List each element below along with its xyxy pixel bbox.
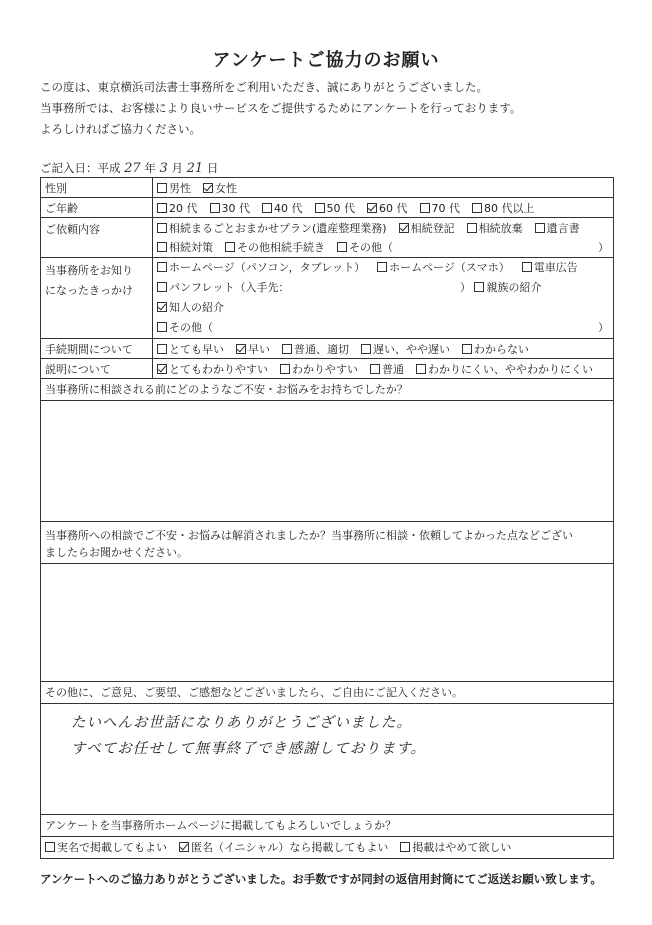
label-source-line1: 当事務所をお知り	[45, 264, 133, 277]
checkbox-icon	[467, 223, 477, 233]
question-2	[41, 522, 614, 564]
checkbox-icon	[337, 242, 347, 252]
checkbox-label: ホームページ（パソコン，タブレット）	[169, 261, 366, 274]
row-q1	[41, 379, 614, 401]
checkbox-label: とてもわかりやすい	[169, 362, 268, 376]
checkbox-icon	[282, 344, 292, 354]
checkbox-option[interactable]	[157, 261, 365, 274]
checkbox-icon	[361, 344, 371, 354]
checkbox-label: 男性	[169, 181, 191, 195]
intro-text	[40, 77, 521, 140]
checkbox-option[interactable]	[179, 841, 388, 854]
label-explain: 説明について	[41, 359, 153, 379]
checkbox-icon	[462, 344, 472, 354]
checkbox-label: とても早い	[169, 342, 224, 356]
checkbox-option[interactable]	[377, 261, 510, 274]
checkbox-label: その他相続手続き	[237, 240, 325, 254]
checkbox-option[interactable]	[467, 222, 523, 235]
entry-date	[40, 160, 218, 176]
survey-table	[40, 177, 614, 859]
row-age	[41, 198, 614, 218]
date-year[interactable]: 27	[124, 161, 141, 176]
footer-note: アンケートへのご協力ありがとうございました。お手数ですが同封の返信用封筒にてご返送お願い致します。	[40, 872, 602, 886]
request-line2	[157, 238, 609, 257]
source-other-label: その他（	[169, 321, 213, 334]
checkbox-pamphlet[interactable]	[157, 281, 289, 294]
intro-line: よろしければご協力ください。	[40, 122, 201, 136]
checkbox-label: 親族の紹介	[486, 281, 542, 294]
row-source	[41, 258, 614, 339]
checkbox-option[interactable]	[282, 343, 349, 356]
checked-box-icon	[236, 344, 246, 354]
row-q3	[41, 682, 614, 704]
checkbox-icon	[280, 364, 290, 374]
answer-1[interactable]	[41, 401, 614, 522]
checkbox-icon	[474, 282, 484, 292]
checkbox-icon	[472, 203, 482, 213]
checkbox-icon	[377, 262, 387, 272]
checkbox-label: 相続登記	[410, 221, 455, 235]
date-month-unit: 月	[171, 161, 183, 175]
checkbox-label: わかりにくい、ややわかりにくい	[428, 362, 593, 376]
date-label: ご記入日：平成	[40, 161, 121, 175]
row-publish-question	[41, 815, 614, 837]
checked-box-icon	[203, 183, 213, 193]
checkbox-option[interactable]	[462, 343, 529, 356]
checkbox-icon	[420, 203, 430, 213]
label-source-line2: になったきっかけ	[45, 284, 133, 297]
source-other-close-paren: ）	[598, 321, 609, 334]
options-explain	[153, 359, 614, 379]
checkbox-label: わかりやすい	[292, 362, 358, 376]
checkbox-icon	[157, 322, 167, 332]
checked-box-icon	[157, 302, 167, 312]
date-month[interactable]: 3	[159, 161, 168, 176]
checkbox-option[interactable]	[157, 363, 268, 376]
checkbox-icon	[400, 842, 410, 852]
row-q1-answer	[41, 401, 614, 522]
checkbox-icon	[157, 223, 167, 233]
options-request	[153, 218, 614, 258]
checkbox-option[interactable]	[157, 182, 191, 195]
checkbox-option[interactable]	[420, 202, 461, 215]
checkbox-label: 70 代	[431, 201, 460, 215]
options-source	[153, 258, 614, 339]
publish-question: アンケートを当事務所ホームページに掲載してもよろしいでしょうか？	[41, 815, 614, 837]
options-age	[153, 198, 614, 218]
checkbox-option[interactable]	[225, 241, 325, 254]
question-2-line1: 当事務所への相談でご不安・お悩みは解消されましたか？当事務所に相談・依頼してよかった点などござい	[45, 529, 573, 542]
checkbox-label: 普通	[382, 362, 404, 376]
checkbox-label: 60 代	[379, 201, 408, 215]
checkbox-option[interactable]	[370, 363, 404, 376]
checkbox-option[interactable]	[262, 202, 303, 215]
checkbox-label: 女性	[215, 181, 237, 195]
checkbox-label: 遺言書	[546, 221, 580, 235]
intro-line: この度は、東京横浜司法書士事務所をご利用いただき、誠にありがとうございました。	[40, 80, 489, 94]
checkbox-option[interactable]	[399, 222, 455, 235]
checkbox-icon	[416, 364, 426, 374]
answer-3[interactable]	[41, 704, 614, 815]
checkbox-label: ホームページ（スマホ）	[389, 261, 510, 274]
options-duration	[153, 339, 614, 359]
checkbox-label: 遅い、やや遅い	[373, 342, 450, 356]
checkbox-label: わからない	[474, 342, 529, 356]
row-explain	[41, 359, 614, 379]
intro-line: 当事務所では、お客様により良いサービスをご提供するためにアンケートを行っております。	[40, 101, 522, 115]
checkbox-option[interactable]	[315, 202, 356, 215]
checkbox-label: 知人の紹介	[169, 301, 224, 314]
checkbox-label: 20 代	[169, 201, 198, 215]
checkbox-icon	[210, 203, 220, 213]
checkbox-option[interactable]	[522, 261, 578, 274]
date-day[interactable]: 21	[186, 161, 204, 176]
pamphlet-close-paren: ）	[459, 281, 471, 294]
request-line2-options	[157, 241, 405, 254]
checkbox-source-other[interactable]	[157, 321, 213, 334]
row-q2	[41, 522, 614, 564]
row-publish-options	[41, 837, 614, 859]
label-gender: 性別	[41, 178, 153, 198]
checkbox-option[interactable]	[157, 343, 224, 356]
checked-box-icon	[179, 842, 189, 852]
handwritten-answer-line1: たいへんお世話になりありがとうございました。	[71, 715, 412, 731]
label-duration: 手続期間について	[41, 339, 153, 359]
checkbox-option[interactable]	[400, 841, 511, 854]
checkbox-option[interactable]	[472, 202, 535, 215]
label-request: ご依頼内容	[41, 218, 153, 258]
label-source	[41, 258, 153, 339]
request-close-paren: ）	[598, 240, 609, 254]
checkbox-icon	[225, 242, 235, 252]
checkbox-option[interactable]	[236, 343, 270, 356]
question-3: その他に、ご意見、ご要望、ご感想などございましたら、ご自由にご記入ください。	[41, 682, 614, 704]
checkbox-label: その他（	[349, 240, 393, 254]
checkbox-label: 80 代以上	[484, 201, 535, 215]
checkbox-icon	[262, 203, 272, 213]
checkbox-label: 相続放棄	[478, 221, 523, 235]
checkbox-icon	[157, 282, 167, 292]
row-q2-answer	[41, 564, 614, 682]
checkbox-icon	[157, 262, 167, 272]
checkbox-icon	[157, 344, 167, 354]
checkbox-label: 早い	[248, 342, 270, 356]
checked-box-icon	[157, 364, 167, 374]
checkbox-icon	[370, 364, 380, 374]
form-title: アンケートご協力のお願い	[212, 50, 440, 71]
checked-box-icon	[367, 203, 377, 213]
checkbox-icon	[535, 223, 545, 233]
checkbox-option[interactable]	[210, 202, 251, 215]
checkbox-icon	[522, 262, 532, 272]
checkbox-label: 掲載はやめて欲しい	[412, 841, 512, 854]
checkbox-label: 匿名（イニシャル）なら掲載してもよい	[191, 841, 389, 854]
checkbox-option[interactable]	[337, 241, 393, 254]
checkbox-label: 50 代	[326, 201, 355, 215]
checkbox-label: 実名で掲載してもよい	[57, 841, 167, 854]
answer-2[interactable]	[41, 564, 614, 682]
source-line1	[157, 258, 609, 278]
handwritten-answer-line2: すべてお任せして無事終了でき感謝しております。	[71, 741, 427, 757]
checkbox-option[interactable]	[203, 182, 237, 195]
date-year-unit: 年	[144, 161, 156, 175]
checkbox-option[interactable]	[474, 281, 541, 294]
checked-box-icon	[399, 223, 409, 233]
checkbox-label: 相続まるごとおまかせプラン(遺産整理業務)	[169, 221, 387, 235]
checkbox-icon	[157, 203, 167, 213]
source-line3	[157, 318, 609, 338]
publish-options	[41, 837, 614, 859]
row-request	[41, 218, 614, 258]
checkbox-label: 30 代	[221, 201, 250, 215]
checkbox-option[interactable]	[280, 363, 358, 376]
question-2-line2: ましたらお聞かせください。	[45, 546, 188, 559]
checkbox-label: 40 代	[274, 201, 303, 215]
checkbox-label: 相続対策	[169, 240, 213, 254]
checkbox-option[interactable]	[157, 202, 198, 215]
checkbox-option[interactable]	[367, 202, 408, 215]
source-line2	[157, 278, 609, 318]
row-duration	[41, 339, 614, 359]
checkbox-option[interactable]	[157, 222, 387, 235]
checkbox-icon	[315, 203, 325, 213]
checkbox-option[interactable]	[361, 343, 450, 356]
checkbox-option[interactable]	[157, 301, 224, 314]
checkbox-icon	[157, 183, 167, 193]
row-gender	[41, 178, 614, 198]
checkbox-label: 電車広告	[533, 261, 578, 274]
request-line1	[157, 219, 609, 238]
checkbox-option[interactable]	[535, 222, 580, 235]
question-1: 当事務所に相談される前にどのようなご不安・お悩みをお持ちでしたか？	[41, 379, 614, 401]
checkbox-label: 普通、適切	[294, 342, 349, 356]
row-q3-answer	[41, 704, 614, 815]
pamphlet-label: パンフレット（入手先：	[169, 281, 290, 294]
checkbox-option[interactable]	[45, 841, 167, 854]
checkbox-option[interactable]	[416, 363, 593, 376]
options-gender	[153, 178, 614, 198]
checkbox-option[interactable]	[157, 241, 213, 254]
checkbox-icon	[157, 242, 167, 252]
label-age: ご年齢	[41, 198, 153, 218]
checkbox-icon	[45, 842, 55, 852]
date-day-unit: 日	[206, 161, 219, 175]
